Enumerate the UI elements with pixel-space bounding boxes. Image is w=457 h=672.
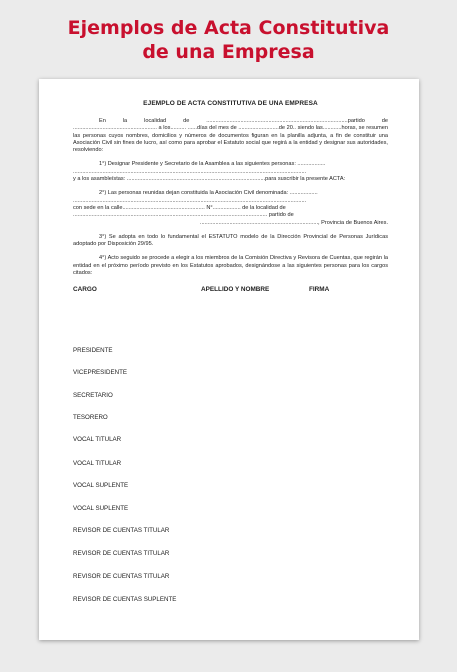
role-row: PRESIDENTE	[73, 347, 113, 354]
document-title: EJEMPLO DE ACTA CONSTITUTIVA DE UNA EMPRESA	[143, 100, 318, 107]
role-row: REVISOR DE CUENTAS TITULAR	[73, 527, 170, 534]
paragraph-item-1-line-2: ......................................................................................................................................................	[73, 168, 307, 175]
role-row: SECRETARIO	[73, 392, 113, 399]
header-apellido-nombre: APELLIDO Y NOMBRE	[201, 286, 270, 294]
paragraph-item-1: 1°) Designar Presidente y Secretario de la Asamblea a las siguientes personas: ..................	[99, 161, 326, 168]
role-row: VOCAL TITULAR	[73, 460, 122, 467]
paragraph-item-3: 3°) Se adopta en todo lo fundamental el ESTATUTO modelo de la Dirección Provincial de Personas Jurídicas adoptado por Disposición 29/95.	[73, 233, 388, 248]
banner-title	[0, 16, 457, 64]
paragraph-item-2-line-4: ............................................................................................................................. partido de	[73, 212, 294, 219]
paragraph-intro: En la localidad de ...........................................................................................partido de ...................................................... a los.......... ......días del mes de ..........................de 20.. siendo las............horas, se resumen las personas cuyos nombres, domicilios y números de documentos figuran en la planilla adjunta, a fin de constituir una Asociación Civil sin fines de lucro, así como para aprobar el Estatuto social que regirá a la entidad y designar sus autoridades, resolviendo:	[73, 118, 388, 154]
paragraph-item-4: 4°) Acto seguido se procede a elegir a los miembros de la Comisión Directiva y Revisora de Cuentas, que regirán la entidad en el próximo período previsto en los Estatutos aprobados, designándose a las siguientes personas para los cargos citados:	[73, 255, 388, 277]
role-row: TESORERO	[73, 414, 108, 421]
header-firma: FIRMA	[309, 286, 330, 294]
document-page	[39, 79, 419, 640]
header-cargo: CARGO	[73, 286, 97, 294]
paragraph-item-2: 2°) Las personas reunidas dejan constituida la Asociación Civil denominada: ..................	[99, 190, 318, 197]
role-row: REVISOR DE CUENTAS TITULAR	[73, 573, 170, 580]
paragraph-item-1-line-3: y a los asambleístas: .........................................................................................para suscribir la presente ACTA:	[73, 176, 346, 183]
role-row: VICEPRESIDENTE	[73, 369, 127, 376]
role-row: VOCAL SUPLENTE	[73, 505, 129, 512]
role-row: VOCAL SUPLENTE	[73, 482, 129, 489]
banner-title-line-2: de una Empresa	[142, 41, 315, 63]
role-row: VOCAL TITULAR	[73, 436, 122, 443]
paragraph-item-2-line-5: ............................................................................, Provincia de Buenos Aires.	[199, 219, 388, 226]
paragraph-item-2-line-3: con sede en la calle..................................................... N°.................. de la localidad de	[73, 204, 286, 211]
banner-title-line-1: Ejemplos de Acta Constitutiva	[67, 17, 390, 39]
role-row: REVISOR DE CUENTAS SUPLENTE	[73, 596, 177, 603]
paragraph-item-2-line-2: ......................................................................................................................................................	[73, 197, 307, 204]
role-row: REVISOR DE CUENTAS TITULAR	[73, 550, 170, 557]
roles-table-header	[73, 286, 388, 293]
